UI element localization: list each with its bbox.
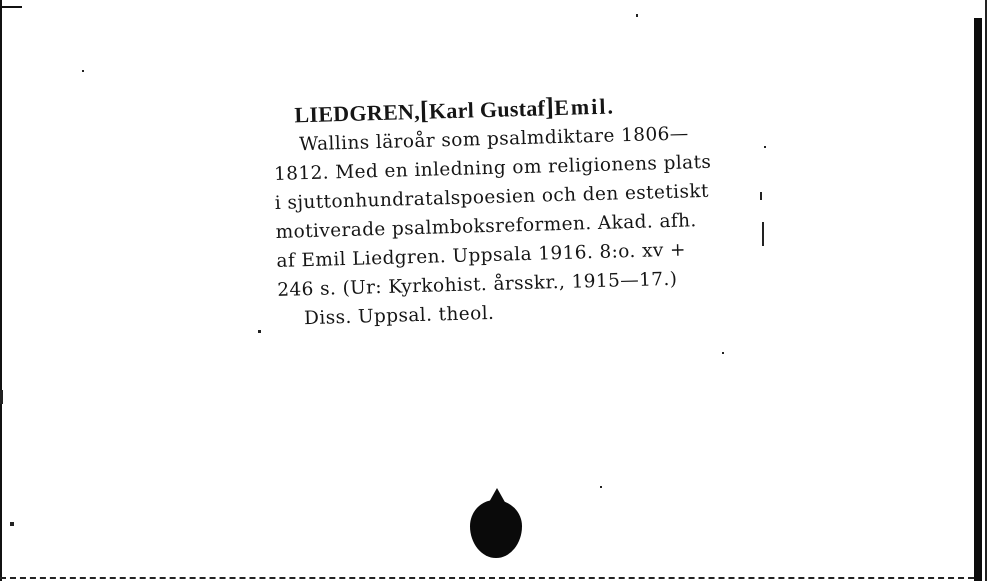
bracket-open: [ xyxy=(419,95,430,125)
scan-speck xyxy=(636,14,638,17)
entry-body-line: af Emil Liedgren. Uppsala 1916. 8:o. xv + xyxy=(276,239,687,272)
entry-body-line: Wallins läroår som psalmdiktare 1806— xyxy=(298,123,689,156)
card-top-left-edge xyxy=(0,6,22,8)
catalog-entry xyxy=(272,86,778,334)
card-bottom-edge xyxy=(0,577,974,579)
author-surname: LIEDGREN, xyxy=(294,98,421,128)
margin-mark xyxy=(0,390,3,404)
entry-body-line: 246 s. (Ur: Kyrkohist. årsskr., 1915—17.) xyxy=(277,268,678,301)
scan-speck xyxy=(258,330,261,333)
margin-mark xyxy=(760,192,762,200)
card-right-edge xyxy=(974,18,982,581)
punch-hole xyxy=(470,500,522,558)
entry-body-line: i sjuttonhundratalspoesien och den estetiskt xyxy=(274,180,710,214)
entry-body-line: motiverade psalmboksreformen. Akad. afh. xyxy=(275,210,697,243)
author-given-names: Karl Gustaf xyxy=(428,95,546,124)
scan-speck xyxy=(600,486,602,488)
scan-speck xyxy=(722,352,724,354)
scan-speck xyxy=(82,70,84,72)
card-right-border xyxy=(985,0,987,581)
bracket-close: ] xyxy=(544,92,555,122)
scan-speck xyxy=(764,146,766,148)
entry-body-line: 1812. Med en inledning om religionens plats xyxy=(273,151,712,185)
author-used-name: Emil. xyxy=(553,93,616,121)
margin-mark xyxy=(762,222,764,246)
card-left-edge xyxy=(0,0,2,581)
scan-speck xyxy=(10,522,14,526)
entry-note: Diss. Uppsal. theol. xyxy=(303,302,495,330)
